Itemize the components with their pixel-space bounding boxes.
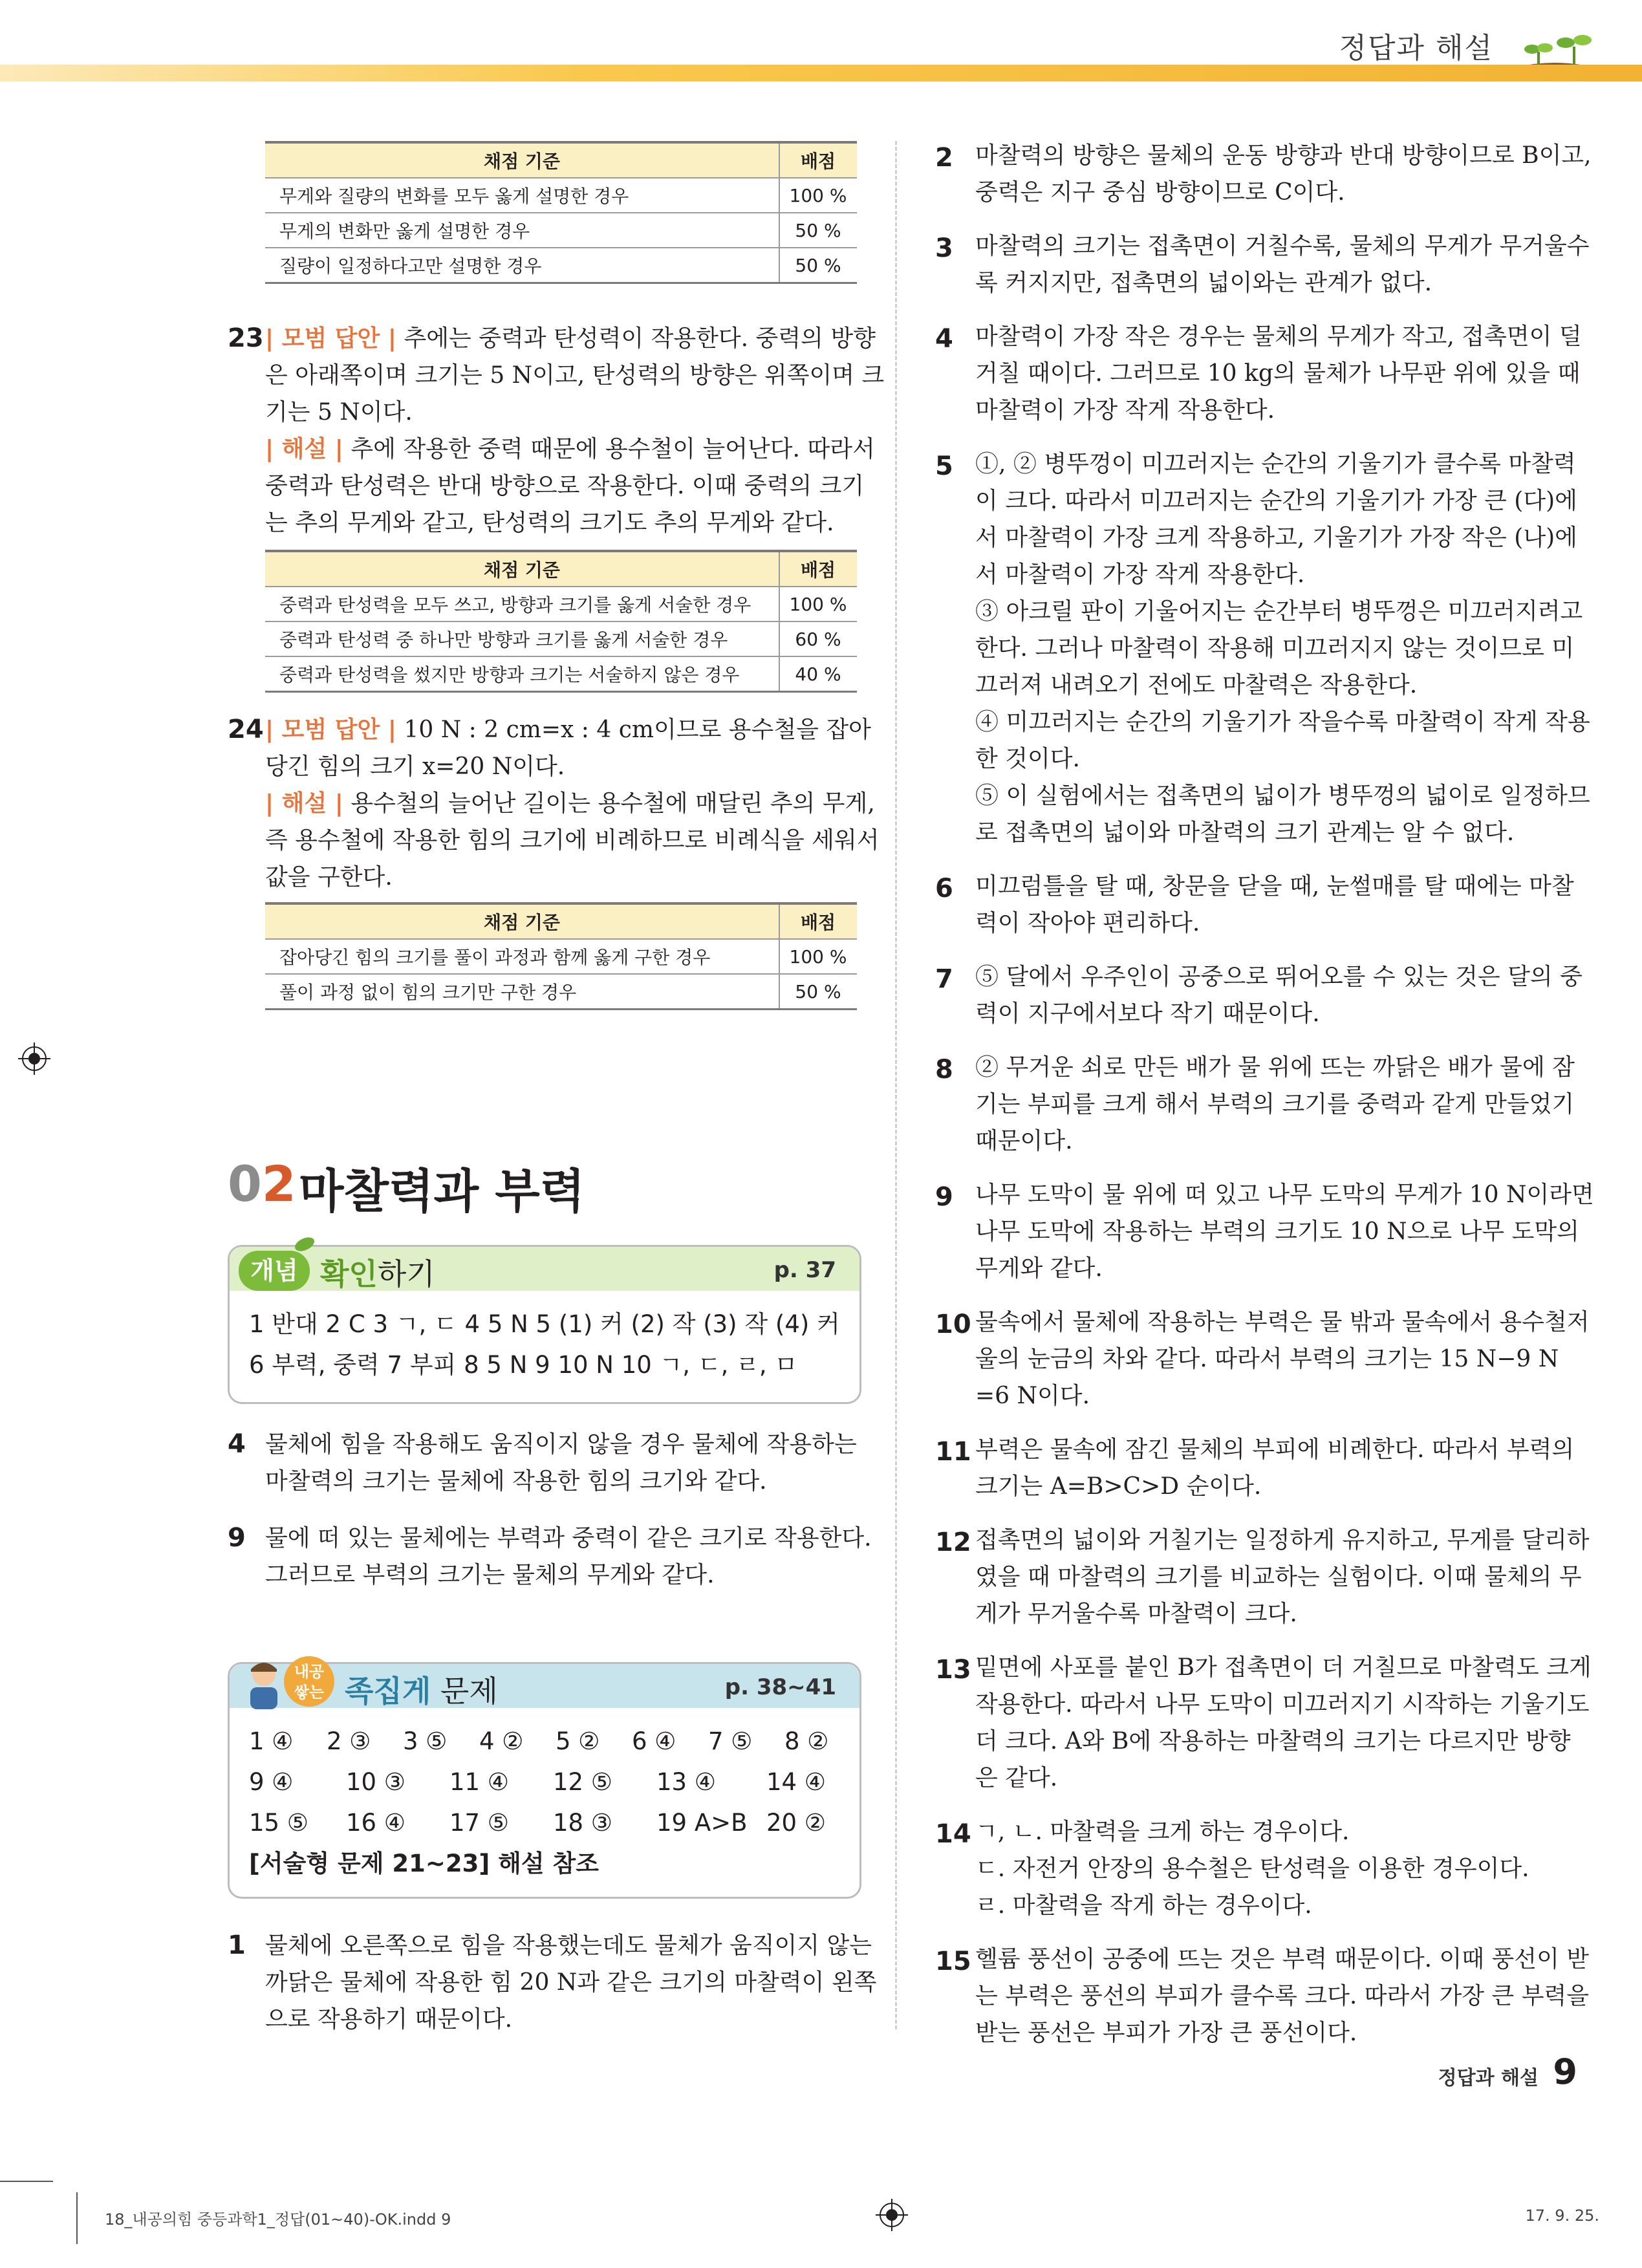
text-line: 로 접촉면의 넓이와 마찰력의 크기 관계는 알 수 없다. <box>975 819 1515 846</box>
text-line: ㄹ. 마찰력을 작게 하는 경우이다. <box>975 1892 1312 1919</box>
model-answer-tag: | 모범 답안 | <box>265 325 397 352</box>
answer-item: 13 ④ <box>656 1768 717 1796</box>
explanation-item <box>936 1049 1577 1160</box>
table-row <box>265 621 857 656</box>
header-bar <box>0 65 1642 81</box>
section-number <box>228 1155 296 1213</box>
problem-badge <box>284 1656 334 1707</box>
text-line: 였을 때 마찰력의 크기를 비교하는 실험이다. 이때 물체의 무 <box>975 1564 1582 1590</box>
text-line: 더 크다. A와 B에 작용하는 마찰력의 크기는 다르지만 방향 <box>975 1728 1571 1755</box>
character-icon <box>241 1655 286 1711</box>
page-number: 9 <box>1553 2051 1577 2092</box>
badge-top-text: 내공 <box>294 1663 325 1681</box>
text-line: 력이 작아야 편리하다. <box>975 910 1200 936</box>
answer-item: 9 ④ <box>249 1768 294 1796</box>
scoring-table-24 <box>265 902 857 1010</box>
text-line: 헬륨 풍선이 공중에 뜨는 것은 부력 때문이다. 이때 풍선이 받 <box>975 1946 1590 1972</box>
text-line: 기는 5 N이다. <box>265 399 413 426</box>
text-line: 10 N : 2 cm=x : 4 cm이므로 용수철을 잡아 <box>404 717 871 743</box>
question-number: 4 <box>228 1429 246 1459</box>
concept-check-box <box>228 1245 861 1404</box>
table-header-criteria: 채점 기준 <box>265 551 779 587</box>
text-line: ② 무거운 쇠로 만든 배가 물 위에 뜨는 까닭은 배가 물에 잠 <box>975 1054 1575 1081</box>
scoring-table-22 <box>265 141 857 284</box>
explanation-item <box>935 958 1583 1032</box>
question-number: 9 <box>935 1182 953 1212</box>
question-number: 13 <box>935 1655 971 1685</box>
text-line: ③ 아크릴 판이 기울어지는 순간부터 병뚜껑은 미끄러지려고 <box>975 598 1583 625</box>
text-line: 나무 도막이 물 위에 떠 있고 나무 도막의 무게가 10 N이라면 <box>975 1182 1594 1208</box>
table-cell: 중력과 탄성력을 썼지만 방향과 크기는 서술하지 않은 경우 <box>265 656 779 692</box>
explanation-item <box>935 1649 1592 1797</box>
table-cell: 풀이 과정 없이 힘의 크기만 구한 경우 <box>265 974 779 1010</box>
text-line: 서 마찰력이 가장 크게 작용하고, 기울기가 가장 작은 (나)에 <box>975 524 1577 551</box>
question-number: 9 <box>228 1523 246 1553</box>
table-row <box>265 248 857 283</box>
table-header-points: 배점 <box>779 551 857 587</box>
problem-box <box>228 1662 861 1899</box>
explanation-item <box>935 318 1582 429</box>
table-row <box>265 974 857 1010</box>
text-line: 마찰력이 가장 작게 작용한다. <box>975 397 1275 424</box>
text-line: ⑤ 달에서 우주인이 공중으로 뛰어오를 수 있는 것은 달의 중 <box>975 964 1583 990</box>
text-line: 이 크다. 따라서 미끄러지는 순간의 기울기가 가장 큰 (다)에 <box>975 488 1577 514</box>
text-line: 밑면에 사포를 붙인 B가 접촉면이 더 거칠므로 마찰력도 크게 <box>975 1654 1592 1681</box>
text-line: 그러므로 부력의 크기는 물체의 무게와 같다. <box>265 1562 715 1588</box>
text-line: 서 마찰력이 가장 작게 작용한다. <box>975 561 1305 588</box>
text-line: 는 추의 무게와 같고, 탄성력의 크기도 추의 무게와 같다. <box>265 510 834 536</box>
right-column <box>935 137 1594 2068</box>
table-cell: 무게와 질량의 변화를 모두 옳게 설명한 경우 <box>265 178 779 213</box>
table-header-criteria: 채점 기준 <box>265 903 779 939</box>
text-line: ㄱ, ㄴ. 마찰력을 크게 하는 경우이다. <box>975 1819 1350 1845</box>
text-line: 끄러져 내려오기 전에도 마찰력은 작용한다. <box>975 672 1418 698</box>
footer-filename: 18_내공의힘 중등과학1_정답(01~40)-OK.indd 9 <box>105 2210 451 2229</box>
explanation-item <box>935 1176 1594 1287</box>
text-line: 으로 작용하기 때문이다. <box>265 2006 513 2033</box>
text-line: 물체에 오른쪽으로 힘을 작용했는데도 물체가 움직이지 않는 <box>265 1932 872 1959</box>
text-line: 작용한다. 따라서 나무 도막이 미끄러지기 시작하는 기울기도 <box>975 1691 1590 1718</box>
text-line: 한다. 그러나 마찰력이 작용해 미끄러지지 않는 것이므로 미 <box>975 635 1575 662</box>
table-cell: 60 % <box>779 621 857 656</box>
problem-explanation-1 <box>265 1927 876 2038</box>
answer-item: 1 ④ <box>249 1727 294 1755</box>
question-number: 8 <box>935 1055 953 1085</box>
concept-explanation-9 <box>265 1520 872 1593</box>
section-number-zero: 0 <box>228 1155 262 1213</box>
answer-item: 3 ⑤ <box>403 1727 448 1755</box>
explanation-item <box>936 1813 1577 1924</box>
explanation-item <box>936 868 1577 942</box>
answer-item: 10 ③ <box>346 1768 406 1796</box>
table-header-criteria: 채점 기준 <box>265 142 779 178</box>
explanation-item <box>935 1304 1590 1414</box>
answer-item: 7 ⑤ <box>708 1727 753 1755</box>
text-line: ⑤ 이 실험에서는 접촉면의 넓이가 병뚜껑의 넓이로 일정하므 <box>975 783 1590 809</box>
explanation-item <box>935 137 1592 211</box>
answer-item: 2 ③ <box>327 1727 371 1755</box>
text-line: 무게와 같다. <box>975 1255 1103 1282</box>
answer-item: 19 A>B <box>656 1809 748 1837</box>
table-cell: 중력과 탄성력 중 하나만 방향과 크기를 옳게 서술한 경우 <box>265 621 779 656</box>
answer-item: 8 ② <box>784 1727 829 1755</box>
answer-item: 5 ② <box>556 1727 600 1755</box>
table-row <box>265 213 857 248</box>
scoring-table-23 <box>265 550 857 693</box>
table-cell: 잡아당긴 힘의 크기를 풀이 과정과 함께 옳게 구한 경우 <box>265 939 779 974</box>
essay-note: [서술형 문제 21~23] 해설 참조 <box>249 1850 600 1877</box>
title-highlight: 확인 <box>320 1257 378 1291</box>
concept-explanation-4 <box>265 1426 857 1500</box>
answer-line: 1 반대 2 C 3 ㄱ, ㄷ 4 5 N 5 (1) 커 (2) 작 (3) 작 (4) 커 <box>249 1310 840 1338</box>
explanation-tag: | 해설 | <box>265 790 343 817</box>
answer-item: 6 ④ <box>632 1727 676 1755</box>
text-line: 는 부력은 풍선의 부피가 클수록 크다. 따라서 가장 큰 부력을 <box>975 1983 1590 2009</box>
text-line: =6 N이다. <box>975 1383 1090 1409</box>
problem-box-title <box>345 1668 498 1711</box>
question-number: 6 <box>935 874 953 903</box>
text-line: 한 것이다. <box>975 746 1080 772</box>
text-line: 울의 눈금의 차와 같다. 따라서 부력의 크기는 15 N−9 N <box>975 1346 1559 1372</box>
text-line: 물에 떠 있는 물체에는 부력과 중력이 같은 크기로 작용한다. <box>265 1525 872 1551</box>
answer-23 <box>265 320 885 541</box>
section-number-digit: 2 <box>261 1155 296 1213</box>
concept-badge: 개념 <box>239 1251 310 1291</box>
text-line: 까닭은 물체에 작용한 힘 20 N과 같은 크기의 마찰력이 왼쪽 <box>265 1969 877 1996</box>
table-cell: 100 % <box>779 587 857 621</box>
title-rest: 하기 <box>377 1257 435 1291</box>
question-number: 5 <box>935 451 953 481</box>
table-row <box>265 656 857 692</box>
question-number: 7 <box>935 964 953 994</box>
concept-box-title <box>320 1251 435 1293</box>
text-line: 추에는 중력과 탄성력이 작용한다. 중력의 방향 <box>404 325 876 352</box>
answer-item: 11 ④ <box>449 1768 510 1796</box>
table-cell: 50 % <box>779 248 857 283</box>
question-number: 1 <box>228 1930 246 1960</box>
text-line: ④ 미끄러지는 순간의 기울기가 작을수록 마찰력이 작게 작용 <box>975 709 1590 735</box>
answer-item: 14 ④ <box>766 1768 826 1796</box>
table-cell: 무게의 변화만 옳게 설명한 경우 <box>265 213 779 248</box>
question-number: 23 <box>228 323 264 353</box>
text-line: 기는 부피를 크게 해서 부력의 크기를 중력과 같게 만들었기 <box>975 1091 1575 1118</box>
text-line: 은 아래쪽이며 크기는 5 N이고, 탄성력의 방향은 위쪽이며 크 <box>265 362 885 389</box>
badge-bottom-text: 쌓는 <box>294 1683 325 1701</box>
model-answer-tag: | 모범 답안 | <box>265 717 397 743</box>
column-divider <box>895 141 897 2029</box>
question-number: 11 <box>935 1437 971 1467</box>
crop-mark <box>76 2192 78 2244</box>
table-cell: 50 % <box>779 213 857 248</box>
table-row <box>265 939 857 974</box>
text-line: ①, ② 병뚜껑이 미끄러지는 순간의 기울기가 클수록 마찰력 <box>975 451 1576 477</box>
registration-mark-icon <box>876 2199 908 2231</box>
section-title: 마찰력과 부력 <box>299 1164 585 1218</box>
text-line: 중력은 지구 중심 방향이므로 C이다. <box>975 179 1345 206</box>
table-cell: 40 % <box>779 656 857 692</box>
answer-item: 18 ③ <box>553 1809 613 1837</box>
text-line: 접촉면의 넓이와 거칠기는 일정하게 유지하고, 무게를 달리하 <box>975 1527 1590 1553</box>
explanation-item <box>935 1941 1590 2051</box>
question-number: 12 <box>935 1528 971 1557</box>
leaf-icon <box>292 1234 318 1256</box>
question-number: 2 <box>935 143 953 173</box>
text-line: 미끄럼틀을 탈 때, 창문을 닫을 때, 눈썰매를 탈 때에는 마찰 <box>975 873 1574 900</box>
registration-mark-icon <box>18 1042 50 1075</box>
text-line: 물체에 힘을 작용해도 움직이지 않을 경우 물체에 작용하는 <box>265 1431 857 1458</box>
question-number: 14 <box>935 1819 971 1849</box>
explanation-item <box>935 228 1590 301</box>
text-line: 중력과 탄성력은 반대 방향으로 작용한다. 이때 중력의 크기 <box>265 473 865 499</box>
table-cell: 100 % <box>779 178 857 213</box>
concept-box-page: p. 37 <box>773 1257 836 1283</box>
answer-item: 12 ⑤ <box>553 1768 613 1796</box>
question-number: 4 <box>935 324 953 354</box>
text-line: 마찰력이 가장 작은 경우는 물체의 무게가 작고, 접촉면이 덜 <box>975 323 1582 350</box>
text-line: 거칠 때이다. 그러므로 10 kg의 물체가 나무판 위에 있을 때 <box>975 360 1581 387</box>
answer-item: 15 ⑤ <box>249 1809 309 1837</box>
table-header-points: 배점 <box>779 903 857 939</box>
text-line: 마찰력의 크기는 접촉면이 거칠수록, 물체의 무게가 무거울수 <box>975 233 1590 259</box>
question-number: 10 <box>935 1310 971 1339</box>
question-number: 3 <box>935 233 953 263</box>
problem-box-page: p. 38~41 <box>724 1674 836 1700</box>
text-line: ㄷ. 자전거 안장의 용수철은 탄성력을 이용한 경우이다. <box>975 1855 1529 1882</box>
text-line: 크기는 A=B>C>D 순이다. <box>975 1473 1262 1500</box>
text-line: 은 같다. <box>975 1765 1058 1791</box>
answer-item: 20 ② <box>766 1809 826 1837</box>
title-rest: 문제 <box>431 1674 498 1709</box>
answer-item: 17 ⑤ <box>449 1809 510 1837</box>
table-row <box>265 587 857 621</box>
table-cell: 100 % <box>779 939 857 974</box>
text-line: 당긴 힘의 크기 x=20 N이다. <box>265 753 565 780</box>
footer-label: 정답과 해설 <box>1438 2067 1539 2090</box>
table-cell: 질량이 일정하다고만 설명한 경우 <box>265 248 779 283</box>
text-line: 받는 풍선은 부피가 가장 큰 풍선이다. <box>975 2020 1357 2046</box>
text-line: 값을 구한다. <box>265 864 393 891</box>
explanation-item <box>935 446 1590 851</box>
text-line: 록 커지지만, 접촉면의 넓이와는 관계가 없다. <box>975 270 1432 296</box>
text-line: 력이 지구에서보다 작기 때문이다. <box>975 1000 1320 1027</box>
concept-box-answers <box>249 1304 840 1385</box>
text-line: 때문이다. <box>975 1128 1073 1154</box>
question-number: 24 <box>228 715 264 744</box>
table-cell: 50 % <box>779 974 857 1010</box>
answer-24 <box>265 711 880 896</box>
title-highlight: 족집게 <box>345 1674 431 1709</box>
table-row <box>265 178 857 213</box>
page-header-title: 정답과 해설 <box>1339 32 1493 65</box>
question-number: 15 <box>935 1947 971 1976</box>
text-line: 물속에서 물체에 작용하는 부력은 물 밖과 물속에서 용수철저 <box>975 1309 1590 1335</box>
answer-item: 16 ④ <box>346 1809 406 1837</box>
footer-date: 17. 9. 25. <box>1525 2207 1599 2225</box>
text-line: 추에 작용한 중력 때문에 용수철이 늘어난다. 따라서 <box>351 436 875 462</box>
table-cell: 중력과 탄성력을 모두 쓰고, 방향과 크기를 옳게 서술한 경우 <box>265 587 779 621</box>
explanation-tag: | 해설 | <box>265 436 343 462</box>
text-line: 부력은 물속에 잠긴 물체의 부피에 비례한다. 따라서 부력의 <box>975 1436 1575 1463</box>
text-line: 마찰력의 방향은 물체의 운동 방향과 반대 방향이므로 B이고, <box>975 142 1592 169</box>
text-line: 용수철의 늘어난 길이는 용수철에 매달린 추의 무게, <box>351 790 875 817</box>
text-line: 게가 무거울수록 마찰력이 크다. <box>975 1601 1297 1627</box>
explanation-item <box>935 1522 1590 1632</box>
answer-line: 6 부력, 중력 7 부피 8 5 N 9 10 N 10 ㄱ, ㄷ, ㄹ, ㅁ <box>249 1351 798 1379</box>
text-line: 나무 도막에 작용하는 부력의 크기도 10 N으로 나무 도막의 <box>975 1218 1579 1245</box>
answer-item: 4 ② <box>479 1727 524 1755</box>
text-line: 마찰력의 크기는 물체에 작용한 힘의 크기와 같다. <box>265 1468 767 1495</box>
explanation-item <box>936 1431 1577 1505</box>
table-header-points: 배점 <box>779 142 857 178</box>
text-line: 즉 용수철에 작용한 힘의 크기에 비례하므로 비례식을 세워서 <box>265 827 880 854</box>
crop-mark <box>0 2181 53 2182</box>
problem-box-answers <box>249 1721 844 1877</box>
